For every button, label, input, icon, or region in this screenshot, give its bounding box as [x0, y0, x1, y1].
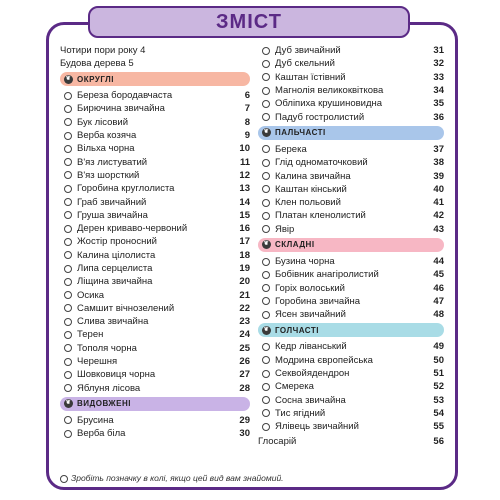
- checkbox-circle-icon: [60, 475, 68, 483]
- section-header: [258, 238, 444, 252]
- entry-page: 8: [244, 116, 250, 128]
- long-leaf-icon: ❦: [65, 400, 72, 407]
- entry-name: Бобівник анагіролистий: [275, 269, 379, 281]
- checkbox-circle-icon[interactable]: [64, 265, 72, 273]
- entry-page: 9: [244, 130, 250, 142]
- entry-page: 14: [239, 196, 250, 208]
- toc-entry[interactable]: [258, 110, 444, 123]
- checkbox-circle-icon[interactable]: [262, 356, 270, 364]
- needle-leaf-icon: ❦: [263, 326, 270, 333]
- entry-name: Платан кленолистий: [275, 210, 366, 222]
- toc-entry[interactable]: [60, 288, 250, 301]
- entry-name: Слива звичайна: [77, 316, 149, 328]
- entry-name: Ялівець звичайний: [275, 421, 359, 433]
- entry-name: Ліщина звичайна: [77, 276, 153, 288]
- footnote: [60, 473, 284, 483]
- toc-entry[interactable]: [258, 255, 444, 268]
- toc-entry[interactable]: [258, 308, 444, 321]
- toc-entry[interactable]: [60, 249, 250, 262]
- toc-entry[interactable]: [258, 71, 444, 84]
- entry-name: Яблуня лісова: [77, 382, 141, 394]
- entry-name: Ясен звичайний: [275, 309, 346, 321]
- toc-entry[interactable]: [60, 315, 250, 328]
- entry-page: 38: [433, 157, 444, 169]
- toc-entry[interactable]: [258, 223, 444, 236]
- entry-page: 22: [239, 302, 250, 314]
- entry-page: 12: [239, 169, 250, 181]
- toc-entry[interactable]: [258, 97, 444, 110]
- checkbox-circle-icon[interactable]: [262, 383, 270, 391]
- checkbox-circle-icon[interactable]: [64, 344, 72, 352]
- entry-name: Берека: [275, 143, 307, 155]
- entry-page: 31: [433, 45, 444, 57]
- entry-page: 13: [239, 183, 250, 195]
- entry-page: 53: [433, 394, 444, 406]
- checkbox-circle-icon[interactable]: [64, 185, 72, 193]
- section-header: [60, 397, 250, 411]
- toc-entry[interactable]: [60, 342, 250, 355]
- entry-page: 21: [239, 289, 250, 301]
- entry-name: Осика: [77, 289, 105, 301]
- checkbox-circle-icon[interactable]: [64, 358, 72, 366]
- entry-name: Калина звичайна: [275, 170, 351, 182]
- toc-entry[interactable]: [60, 89, 250, 102]
- checkbox-circle-icon[interactable]: [64, 430, 72, 438]
- entry-page: 55: [433, 421, 444, 433]
- toc-entry[interactable]: [258, 209, 444, 222]
- entry-name: Дуб звичайний: [275, 45, 341, 57]
- entry-name: Дуб скельний: [275, 58, 335, 70]
- checkbox-circle-icon[interactable]: [262, 172, 270, 180]
- checkbox-circle-icon[interactable]: [64, 384, 72, 392]
- entry-name: Черешня: [77, 356, 118, 368]
- right-column: [258, 44, 444, 448]
- toc-entry[interactable]: [258, 380, 444, 393]
- checkbox-circle-icon[interactable]: [262, 145, 270, 153]
- section-title: ОКРУГЛІ: [77, 74, 114, 84]
- entry-name: Горобина звичайна: [275, 295, 361, 307]
- toc-entry[interactable]: [258, 281, 444, 294]
- checkbox-circle-icon[interactable]: [262, 258, 270, 266]
- toc-entry[interactable]: [258, 57, 444, 70]
- toc-entry[interactable]: [258, 295, 444, 308]
- entry-page: 30: [239, 428, 250, 440]
- glossary-entry[interactable]: [258, 434, 444, 447]
- checkbox-circle-icon[interactable]: [262, 225, 270, 233]
- entry-page: 27: [239, 369, 250, 381]
- toc-entry[interactable]: [258, 354, 444, 367]
- checkbox-circle-icon[interactable]: [64, 92, 72, 100]
- entry-page: 47: [433, 295, 444, 307]
- toc-entry[interactable]: [60, 116, 250, 129]
- entry-page: 15: [239, 209, 250, 221]
- toc-entry[interactable]: [60, 328, 250, 341]
- toc-entry[interactable]: [60, 355, 250, 368]
- glossary-name: Глосарій: [258, 435, 297, 447]
- toc-entry[interactable]: [258, 407, 444, 420]
- entry-name: Тис ягідний: [275, 407, 326, 419]
- checkbox-circle-icon[interactable]: [64, 132, 72, 140]
- toc-entry[interactable]: [258, 268, 444, 281]
- section-title: ГОЛЧАСТІ: [275, 325, 319, 335]
- checkbox-circle-icon[interactable]: [64, 225, 72, 233]
- entry-page: 43: [433, 223, 444, 235]
- entry-name: Терен: [77, 329, 104, 341]
- entry-name: Магнолія великоквіткова: [275, 85, 384, 97]
- toc-entry[interactable]: [60, 142, 250, 155]
- entry-name: Брусина: [77, 414, 114, 426]
- entry-page: 49: [433, 341, 444, 353]
- entry-page: 39: [433, 170, 444, 182]
- checkbox-circle-icon[interactable]: [262, 60, 270, 68]
- toc-entry[interactable]: [60, 275, 250, 288]
- checkbox-circle-icon[interactable]: [64, 371, 72, 379]
- entry-name: Каштан кінський: [275, 183, 347, 195]
- entry-page: 32: [433, 58, 444, 70]
- checkbox-circle-icon[interactable]: [262, 396, 270, 404]
- entry-page: 10: [239, 143, 250, 155]
- checkbox-circle-icon[interactable]: [262, 185, 270, 193]
- checkbox-circle-icon[interactable]: [262, 113, 270, 121]
- checkbox-circle-icon[interactable]: [64, 251, 72, 259]
- checkbox-circle-icon[interactable]: [262, 73, 270, 81]
- entry-name: Тополя чорна: [77, 342, 137, 354]
- checkbox-circle-icon[interactable]: [262, 284, 270, 292]
- checkbox-circle-icon[interactable]: [262, 271, 270, 279]
- checkbox-circle-icon[interactable]: [64, 118, 72, 126]
- entry-page: 42: [433, 210, 444, 222]
- entry-page: 28: [239, 382, 250, 394]
- entry-name: Глід одноматочковий: [275, 157, 368, 169]
- checkbox-circle-icon[interactable]: [262, 159, 270, 167]
- toc-entry[interactable]: [60, 235, 250, 248]
- checkbox-circle-icon[interactable]: [64, 105, 72, 113]
- entry-name: Бук лісовий: [77, 116, 129, 128]
- title-banner: [88, 6, 410, 38]
- entry-name: Смерека: [275, 381, 314, 393]
- entry-name: Дерен криваво-червоний: [77, 223, 188, 235]
- toc-entry[interactable]: [60, 169, 250, 182]
- toc-entry[interactable]: [258, 367, 444, 380]
- left-column: [60, 44, 250, 440]
- entry-page: 29: [239, 414, 250, 426]
- entry-name: Каштан їстівний: [275, 71, 346, 83]
- entry-page: 18: [239, 249, 250, 261]
- entry-name: В'яз листуватий: [77, 156, 148, 168]
- entry-name: Горобина круглолиста: [77, 183, 175, 195]
- entry-page: 52: [433, 381, 444, 393]
- checkbox-circle-icon[interactable]: [64, 238, 72, 246]
- checkbox-circle-icon[interactable]: [262, 311, 270, 319]
- entry-name: Граб звичайний: [77, 196, 147, 208]
- entry-name: Горіх волоський: [275, 282, 345, 294]
- checkbox-circle-icon[interactable]: [64, 318, 72, 326]
- toc-entry[interactable]: [258, 84, 444, 97]
- entry-name: Падуб гостролистий: [275, 111, 365, 123]
- toc-entry[interactable]: [258, 394, 444, 407]
- entry-name: Сосна звичайна: [275, 394, 346, 406]
- entry-name: Кедр ліванський: [275, 341, 347, 353]
- checkbox-circle-icon[interactable]: [262, 370, 270, 378]
- entry-page: 11: [239, 156, 250, 168]
- toc-entry[interactable]: [60, 182, 250, 195]
- entry-name: Клен польовий: [275, 197, 341, 209]
- toc-entry[interactable]: [60, 262, 250, 275]
- entry-page: 33: [433, 71, 444, 83]
- toc-entry[interactable]: [60, 129, 250, 142]
- checkbox-circle-icon[interactable]: [64, 278, 72, 286]
- entry-page: 26: [239, 356, 250, 368]
- checkbox-circle-icon[interactable]: [64, 211, 72, 219]
- entry-name: Груша звичайна: [77, 209, 148, 221]
- entry-page: 40: [433, 183, 444, 195]
- toc-entry[interactable]: [60, 155, 250, 168]
- section-title: СКЛАДНІ: [275, 240, 315, 250]
- entry-page: 50: [433, 354, 444, 366]
- toc-entry[interactable]: [258, 169, 444, 182]
- entry-name: Модрина європейська: [275, 354, 373, 366]
- entry-name: Вільха чорна: [77, 143, 135, 155]
- toc-entry[interactable]: [258, 156, 444, 169]
- entry-name: Бирючина звичайна: [77, 103, 165, 115]
- entry-page: 54: [433, 407, 444, 419]
- checkbox-circle-icon[interactable]: [64, 304, 72, 312]
- entry-name: Шовковиця чорна: [77, 369, 156, 381]
- entry-page: 19: [239, 263, 250, 274]
- section-title: ПАЛЬЧАСТІ: [275, 128, 326, 138]
- entry-page: 44: [433, 256, 444, 267]
- section-title: ВИДОВЖЕНІ: [77, 399, 131, 409]
- entry-name: В'яз шорсткий: [77, 169, 140, 181]
- toc-entry[interactable]: [258, 340, 444, 353]
- checkbox-circle-icon[interactable]: [64, 145, 72, 153]
- compound-leaf-icon: ❦: [263, 241, 270, 248]
- intro-entry[interactable]: Чотири пори року 4: [60, 45, 146, 56]
- entry-name: Бузина чорна: [275, 256, 335, 267]
- round-leaf-icon: ❦: [65, 75, 72, 82]
- entry-page: 35: [433, 98, 444, 110]
- checkbox-circle-icon[interactable]: [262, 199, 270, 207]
- checkbox-circle-icon[interactable]: [262, 47, 270, 55]
- entry-page: 7: [244, 103, 250, 115]
- entry-page: 48: [433, 309, 444, 321]
- entry-page: 6: [244, 90, 250, 102]
- entry-page: 17: [239, 236, 250, 248]
- entry-page: 45: [433, 269, 444, 281]
- checkbox-circle-icon[interactable]: [262, 212, 270, 220]
- checkbox-circle-icon[interactable]: [262, 87, 270, 95]
- entry-page: 20: [239, 276, 250, 288]
- entry-page: 36: [433, 111, 444, 123]
- entry-page: 16: [239, 223, 250, 235]
- toc-entry[interactable]: [258, 196, 444, 209]
- entry-name: Жостір проносний: [77, 236, 157, 248]
- entry-name: Береза бородавчаста: [77, 90, 173, 102]
- checkbox-circle-icon[interactable]: [64, 198, 72, 206]
- intro-entry[interactable]: Будова дерева 5: [60, 58, 134, 69]
- checkbox-circle-icon[interactable]: [64, 171, 72, 179]
- entry-page: 24: [239, 329, 250, 341]
- toc-entry[interactable]: [60, 222, 250, 235]
- entry-page: 23: [239, 316, 250, 328]
- toc-entry[interactable]: [60, 302, 250, 315]
- page-title: ЗМІСТ: [216, 10, 282, 33]
- section-header: [60, 72, 250, 86]
- entry-page: 41: [433, 197, 444, 209]
- entry-name: Явір: [275, 223, 295, 235]
- glossary-page: 56: [433, 435, 444, 447]
- toc-entry[interactable]: [60, 195, 250, 208]
- checkbox-circle-icon[interactable]: [262, 423, 270, 431]
- toc-entry[interactable]: [60, 414, 250, 427]
- toc-entry[interactable]: [258, 44, 444, 57]
- entry-page: 51: [433, 368, 444, 380]
- checkbox-circle-icon[interactable]: [64, 331, 72, 339]
- toc-entry[interactable]: [60, 382, 250, 395]
- section-header: [258, 126, 444, 140]
- toc-entry[interactable]: [60, 427, 250, 440]
- entry-page: 25: [239, 342, 250, 354]
- toc-entry[interactable]: [258, 183, 444, 196]
- checkbox-circle-icon[interactable]: [262, 100, 270, 108]
- entry-name: Самшит вічнозелений: [77, 302, 175, 314]
- checkbox-circle-icon[interactable]: [262, 343, 270, 351]
- footnote-text: Зробіть позначку в колі, якщо цей вид вам знайомий.: [71, 473, 284, 483]
- palmate-leaf-icon: ❦: [263, 129, 270, 136]
- entry-name: Обліпиха крушиновидна: [275, 98, 383, 110]
- toc-entry[interactable]: [258, 143, 444, 156]
- section-header: [258, 323, 444, 337]
- toc-entry[interactable]: [60, 102, 250, 115]
- entry-page: 37: [433, 143, 444, 155]
- toc-entry[interactable]: [60, 209, 250, 222]
- entry-name: Калина цілолиста: [77, 249, 156, 261]
- checkbox-circle-icon[interactable]: [64, 291, 72, 299]
- checkbox-circle-icon[interactable]: [64, 158, 72, 166]
- checkbox-circle-icon[interactable]: [262, 409, 270, 417]
- entry-name: Липа серцелиста: [77, 263, 153, 274]
- checkbox-circle-icon[interactable]: [262, 297, 270, 305]
- entry-page: 46: [433, 282, 444, 294]
- entry-name: Верба козяча: [77, 130, 137, 142]
- checkbox-circle-icon[interactable]: [64, 416, 72, 424]
- entry-name: Верба біла: [77, 428, 126, 440]
- entry-page: 34: [433, 85, 444, 97]
- toc-entry[interactable]: [60, 368, 250, 381]
- toc-entry[interactable]: [258, 420, 444, 433]
- entry-name: Секвойядендрон: [275, 368, 350, 380]
